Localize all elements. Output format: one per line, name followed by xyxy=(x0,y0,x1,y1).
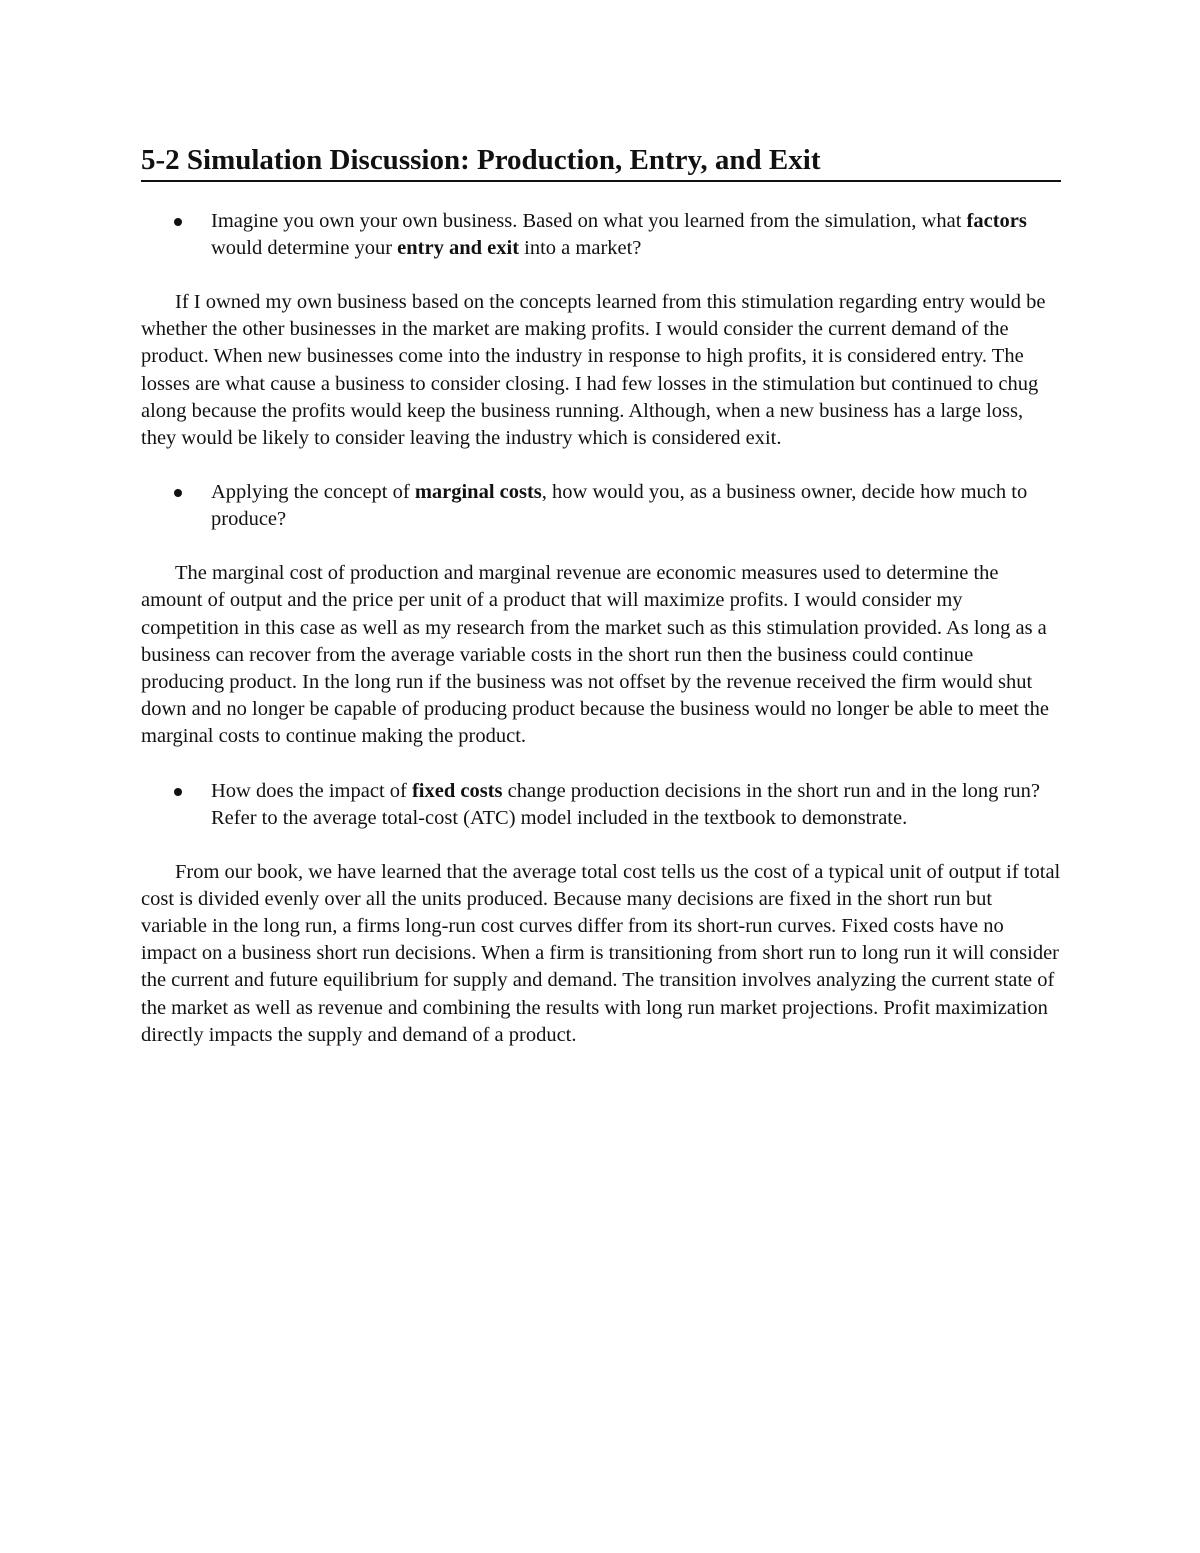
bullet-icon xyxy=(174,788,182,796)
document-title: 5-2 Simulation Discussion: Production, Entry, and Exit xyxy=(141,140,1061,182)
question-3 xyxy=(141,778,1061,832)
question-1 xyxy=(141,208,1061,262)
document-page xyxy=(141,140,1061,1049)
question-1-bold-entry-exit: entry and exit xyxy=(397,237,520,259)
question-1-text-middle: would determine your xyxy=(211,237,398,259)
question-2-text: Applying the concept of xyxy=(211,481,415,504)
question-2-bold-marginal-costs: marginal costs xyxy=(414,481,542,504)
answer-3: From our book, we have learned that the average total cost tells us the cost of a typical unit of output if total cost is divided evenly over all the units produced. Because many decisions are fixed in the short run but variable in the long run, a firms long-run cost curves differ from its short-run curves. Fixed costs have no impact on a business short run decisions. When a firm is transitioning from short run to long run it will consider the current and future equilibrium for supply and demand. The transition involves analyzing the current state of the market as well as revenue and combining the results with long run market projections. Profit maximization directly impacts the supply and demand of a product. xyxy=(141,860,1061,1046)
question-1-text-end: into a market? xyxy=(519,237,642,259)
answer-1: If I owned my own business based on the concepts learned from this stimulation regarding entry would be whether the other businesses in the market are making profits. I would consider the current demand of the product. When new businesses come into the industry in response to high profits, it is considered entry. The losses are what cause a business to consider closing. I had few losses in the stimulation but continued to chug along because the profits would keep the business running. Although, when a new business has a large loss, they would be likely to consider leaving the industry which is considered exit. xyxy=(141,291,1046,450)
bullet-icon xyxy=(174,218,182,226)
question-3-text-end: change production decisions in the short run and in the long run? Refer to the average total-cost (ATC) model included in the textbook to demonstrate. xyxy=(211,779,1040,829)
bullet-icon xyxy=(174,489,182,497)
question-3-bold-fixed-costs: fixed costs xyxy=(411,779,503,802)
question-1-bold-factors: factors xyxy=(966,210,1027,232)
answer-2: The marginal cost of production and marginal revenue are economic measures used to determine the amount of output and the price per unit of a product that will maximize profits. I would consider my competition in this case as well as my research from the market such as this stimulation provided. As long as a business can recover from the average variable costs in the short run then the business could continue producing product. In the long run if the business was not offset by the revenue received the firm would shut down and no longer be capable of producing product because the business would no longer be able to meet the marginal costs to continue making the product. xyxy=(141,562,1049,748)
question-1-text: Imagine you own your own business. Based on what you learned from the simulation, what xyxy=(211,210,967,232)
question-2-text-end: , how would you, as a business owner, decide how much to produce? xyxy=(211,481,1028,531)
question-3-text: How does the impact of xyxy=(211,779,412,802)
question-2 xyxy=(141,479,1061,533)
